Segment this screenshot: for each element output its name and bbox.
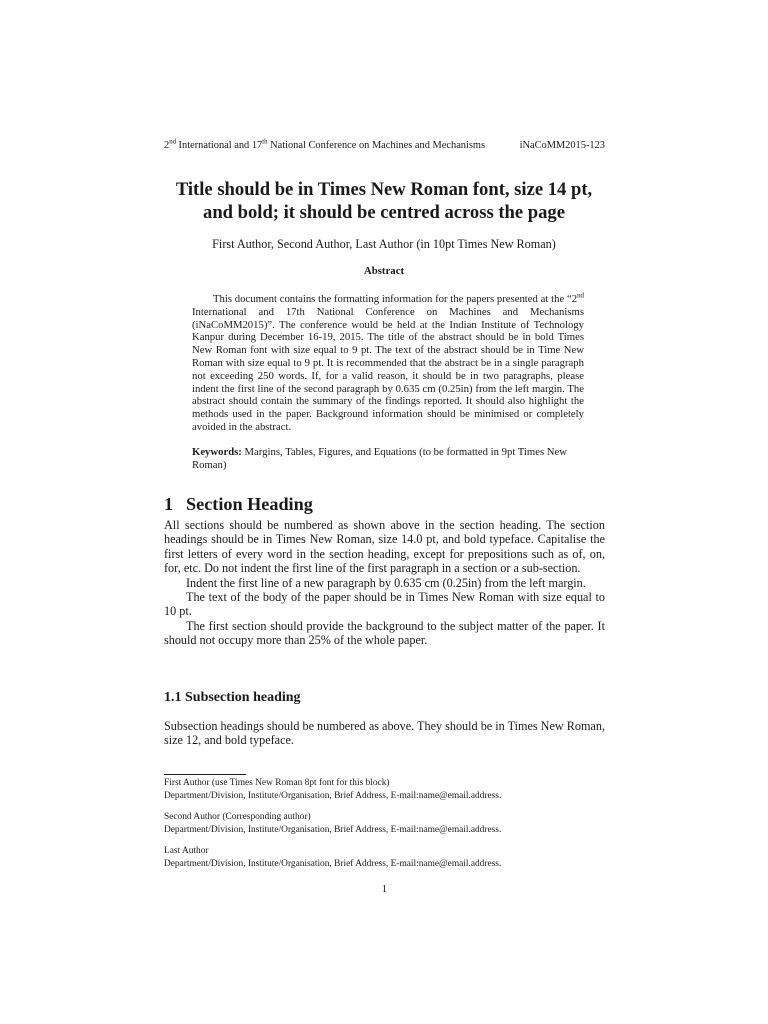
keywords [192,446,584,473]
title-line-1: Title should be in Times New Roman font, size 14 pt, [175,179,593,200]
running-header [164,139,605,153]
keywords-text: Margins, Tables, Figures, and Equations (to be formatted in 9pt Times New Roman) [192,446,567,472]
footnote-first-author [164,777,605,802]
subsection-body [164,719,605,748]
paper-id: iNaCoMM2015-123 [519,140,605,151]
footnote-affiliation: Department/Division, Institute/Organisation, Brief Address, E-mail:name@email.address. [164,790,502,801]
keywords-label: Keywords: [192,446,242,458]
abstract-heading: Abstract [363,265,405,277]
footnote-second-author [164,811,605,836]
conference-name: 2nd International and 17th National Conference on Machines and Mechanisms [164,138,486,151]
paper-title [130,178,638,224]
section-title: Section Heading [186,494,313,514]
section-body [164,518,605,648]
body-paragraph: Indent the first line of a new paragraph by 0.635 cm (0.25in) from the left margin. [186,575,586,590]
footnote-name: Second Author (Corresponding author) [164,812,311,823]
section-number: 1 [164,494,174,514]
body-paragraph: Subsection headings should be numbered as above. They should be in Times New Roman, size 12, and bold typeface. [164,719,605,748]
title-line-2: and bold; it should be centred across the page [203,202,565,223]
footnote-last-author [164,845,605,870]
abstract-text: This document contains the formatting information for the papers presented at the “2nd International and 17th National Conference on Machines and Mechanisms (iNaCoMM2015)”. The conference would be held at the Indian Institute of Technology Kanpur during December 16-19, 2015. The title of the abstract should be in bold Times New Roman font with size equal to 9 pt. The text of the abstract should be in Time New Roman with size equal to 9 pt. It is recommended that the abstract be in a single paragraph not exceeding 250 words. If, for a valid reason, it should be in two paragraphs, please indent the first line of the second paragraph by 0.635 cm (0.25in) from the left margin. The abstract should contain the summary of the findings reported. It should also highlight the methods used in the paper. Background information should be minimised or completely avoided in the abstract. [192,291,584,433]
footnote-affiliation: Department/Division, Institute/Organisation, Brief Address, E-mail:name@email.address. [164,858,502,869]
footnote-name: Last Author [164,846,209,857]
subsection-heading: 1.1 Subsection heading [164,690,301,705]
footnote-affiliation: Department/Division, Institute/Organisation, Brief Address, E-mail:name@email.address. [164,824,502,835]
author-list: First Author, Second Author, Last Author (in 10pt Times New Roman) [212,237,556,251]
page-number: 1 [381,883,388,895]
author-footnotes [164,777,605,880]
footnote-name: First Author (use Times New Roman 8pt font for this block) [164,778,390,788]
body-paragraph: All sections should be numbered as shown above in the section heading. The section headings should be in Times New Roman, size 14.0 pt, and bold typeface. Capitalise the first letters of every word in the section heading, except for prepositions such as of, on, for, etc. Do not indent the first line of the first paragraph in a section or a sub-section. [164,518,605,576]
section-heading [164,493,605,515]
footnote-rule [164,774,246,775]
body-paragraph: The first section should provide the background to the subject matter of the paper. It should not occupy more than 25% of the whole paper. [164,618,605,648]
body-paragraph: The text of the body of the paper should be in Times New Roman with size equal to 10 pt. [164,590,605,619]
